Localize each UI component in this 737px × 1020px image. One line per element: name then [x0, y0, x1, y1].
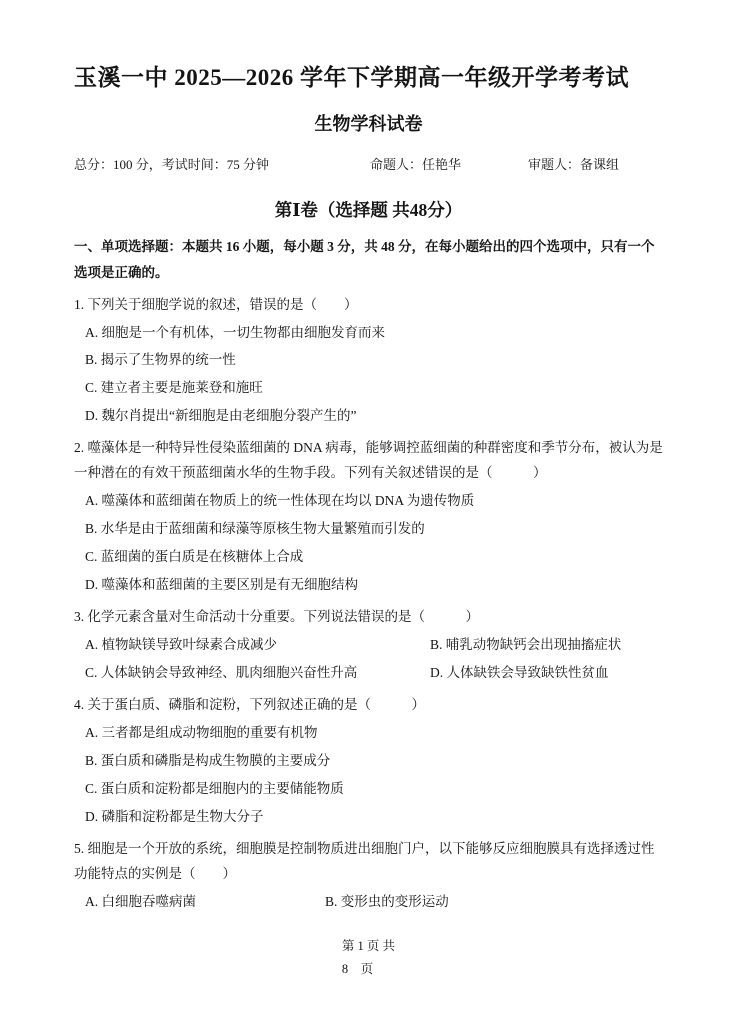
- question-4-option-a: A. 三者都是组成动物细胞的重要有机物: [85, 725, 318, 741]
- question-5-options-row-1: [74, 890, 663, 915]
- question-5: [74, 837, 663, 915]
- page-number-line-1: 第 1 页 共: [341, 938, 396, 953]
- meta-reviewer: 审题人：备课组: [528, 157, 620, 173]
- meta-total-score-time: 总分：100 分，考试时间：75 分钟: [74, 157, 270, 173]
- question-3-option-c: C. 人体缺钠会导致神经、肌肉细胞兴奋性升高: [85, 665, 358, 681]
- question-1-option-a: A. 细胞是一个有机体，一切生物都由细胞发育而来: [85, 324, 385, 340]
- question-1-option-b: B. 揭示了生物界的统一性: [85, 352, 236, 368]
- question-5-option-b: B. 变形虫的变形运动: [325, 893, 449, 909]
- question-5-stem: 5. 细胞是一个开放的系统，细胞膜是控制物质进出细胞门户，以下能够反应细胞膜具有选择透过性功能特点的实例是（ ）: [74, 840, 655, 881]
- page-number-line-2: 8 页: [341, 962, 374, 977]
- question-2-option-a: A. 噬藻体和蓝细菌在物质上的统一性体现在均以 DNA 为遗传物质: [85, 493, 475, 509]
- section-title: 第Ⅰ卷（选择题 共48分）: [274, 200, 463, 221]
- question-3: [74, 605, 663, 686]
- question-2-stem: 2. 噬藻体是一种特异性侵染蓝细菌的 DNA 病毒，能够调控蓝细菌的种群密度和季节分布，被认为是一种潜在的有效干预蓝细菌水华的生物手段。下列有关叙述错误的是（ ）: [74, 440, 663, 481]
- question-1-option-d: D. 魏尔肖提出“新细胞是由老细胞分裂产生的”: [85, 408, 357, 424]
- question-2-option-b: B. 水华是由于蓝细菌和绿藻等原核生物大量繁殖而引发的: [85, 521, 425, 537]
- section-instructions: 一、单项选择题：本题共 16 小题，每小题 3 分，共 48 分，在每小题给出的四个选项中，只有一个选项是正确的。: [74, 239, 655, 280]
- question-3-option-b: B. 哺乳动物缺钙会出现抽搐症状: [430, 637, 622, 653]
- question-3-options-row-1: [74, 633, 663, 658]
- meta-question-setter: 命题人：任艳华: [370, 157, 462, 173]
- question-3-option-a: A. 植物缺镁导致叶绿素合成减少: [85, 637, 277, 653]
- question-2-option-d: D. 噬藻体和蓝细菌的主要区别是有无细胞结构: [85, 577, 358, 593]
- question-1-option-c: C. 建立者主要是施莱登和施旺: [85, 380, 263, 396]
- question-4-option-b: B. 蛋白质和磷脂是构成生物膜的主要成分: [85, 753, 331, 769]
- question-3-options-row-2: [74, 661, 663, 686]
- question-4-option-d: D. 磷脂和淀粉都是生物大分子: [85, 808, 264, 824]
- subject-title: 生物学科试卷: [314, 114, 423, 135]
- question-3-stem: 3. 化学元素含量对生命活动十分重要。下列说法错误的是（ ）: [74, 609, 479, 625]
- exam-meta: [74, 154, 663, 173]
- exam-title: 玉溪一中 2025—2026 学年下学期高一年级开学考考试: [74, 65, 629, 90]
- question-1: [74, 293, 663, 430]
- question-4-option-c: C. 蛋白质和淀粉都是细胞内的主要储能物质: [85, 781, 344, 796]
- question-1-stem: 1. 下列关于细胞学说的叙述，错误的是（ ）: [74, 296, 358, 312]
- question-2-option-c: C. 蓝细菌的蛋白质是在核糖体上合成: [85, 549, 304, 565]
- question-2: [74, 436, 663, 598]
- question-4-stem: 4. 关于蛋白质、磷脂和淀粉，下列叙述正确的是（ ）: [74, 697, 425, 713]
- question-5-option-a: A. 白细胞吞噬病菌: [85, 893, 196, 909]
- page-footer: [0, 935, 737, 983]
- question-4: [74, 693, 663, 830]
- question-3-option-d: D. 人体缺铁会导致缺铁性贫血: [430, 665, 609, 681]
